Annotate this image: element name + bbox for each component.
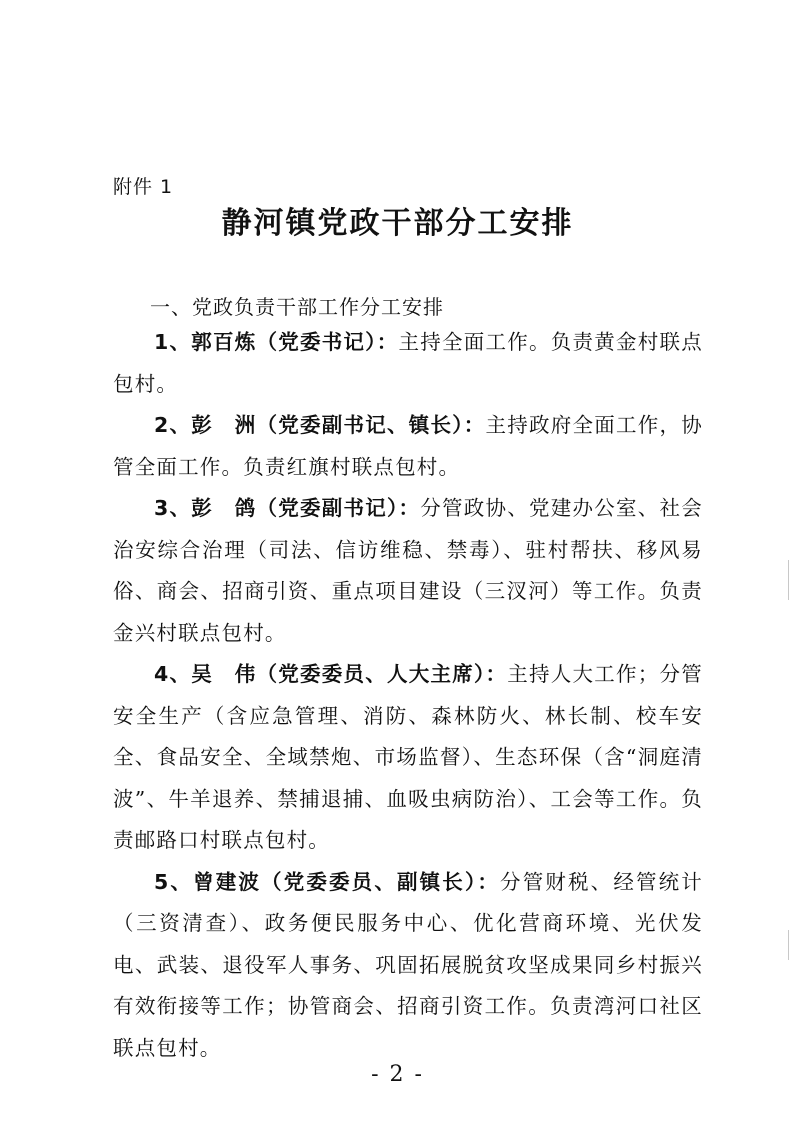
person-name-title: 2、彭 洲（党委副书记、镇长）：	[154, 413, 486, 437]
attachment-label: 附件 1	[113, 176, 174, 198]
document-body	[113, 322, 703, 1069]
section-heading: 一、党政负责干部工作分工安排	[150, 295, 444, 319]
scan-edge-mark	[788, 560, 789, 600]
duty-text: 主持全面工作。负责黄金村联点包村。	[113, 330, 703, 396]
person-name-title: 1、郭百炼（党委书记）：	[154, 330, 399, 354]
person-name-title: 3、彭 鸽（党委副书记）：	[154, 496, 421, 520]
duty-paragraph-4	[113, 654, 703, 862]
person-name-title: 4、吴 伟（党委委员、人大主席）：	[154, 662, 508, 686]
duty-text: 分管财税、经管统计（三资清查）、政务便民服务中心、优化营商环境、光伏发电、武装、退役军人事务、巩固拓展脱贫攻坚成果同乡村振兴有效衔接等工作；协管商会、招商引资工作。负责湾河口社区联点包村。	[113, 869, 703, 1060]
duty-paragraph-5	[113, 862, 703, 1070]
duty-paragraph-1	[113, 322, 703, 405]
document-title: 静河镇党政干部分工安排	[221, 206, 574, 241]
duty-text: 主持政府全面工作，协管全面工作。负责红旗村联点包村。	[113, 413, 704, 479]
duty-paragraph-3	[113, 488, 703, 654]
duty-text: 分管政协、党建办公室、社会治安综合治理（司法、信访维稳、禁毒）、驻村帮扶、移风易俗、商会、招商引资、重点项目建设（三汊河）等工作。负责金兴村联点包村。	[113, 496, 703, 645]
person-name-title: 5、曾建波（党委委员、副镇长）：	[154, 869, 501, 894]
scan-edge-mark	[788, 930, 789, 960]
duty-paragraph-2	[113, 405, 703, 488]
duty-text: 主持人大工作；分管安全生产（含应急管理、消防、森林防火、林长制、校车安全、食品安全、全域禁炮、市场监督）、生态环保（含“洞庭清波”、牛羊退养、禁捕退捕、血吸虫病防治）、工会等工作。负责邮路口村联点包村。	[113, 662, 703, 852]
page-number: - 2 -	[371, 1062, 424, 1087]
